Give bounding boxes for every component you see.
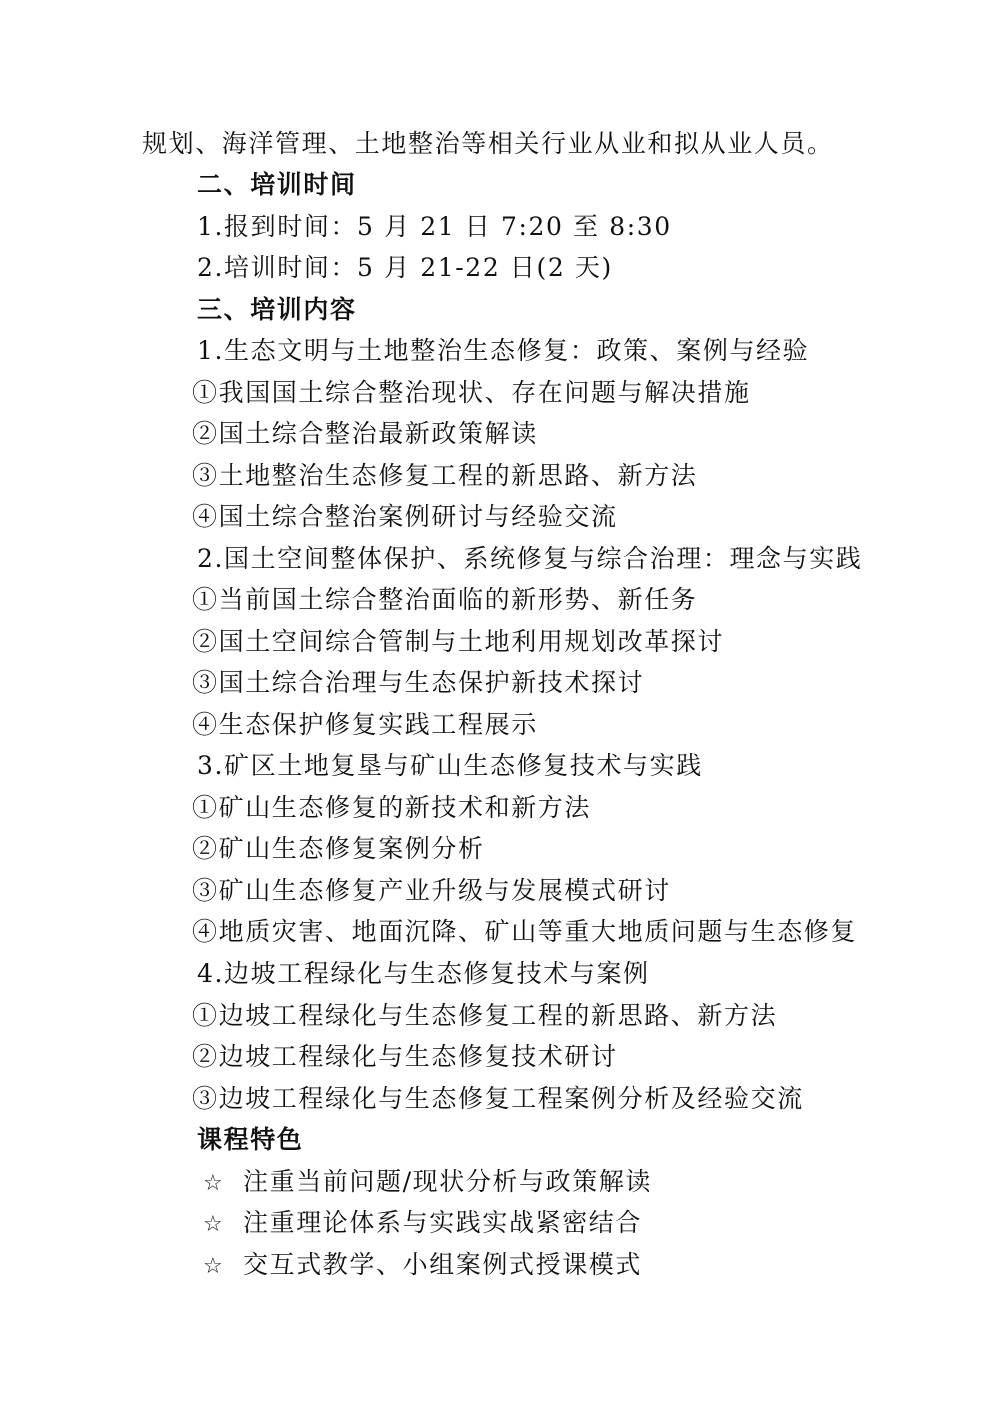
- topic-subitem: ①边坡工程绿化与生态修复工程的新思路、新方法: [192, 1001, 778, 1030]
- topic-title: 3.矿区土地复垦与矿山生态修复技术与实践: [197, 751, 703, 780]
- topic-title: 2.国土空间整体保护、系统修复与综合治理：理念与实践: [197, 544, 863, 573]
- feature-item: [203, 1249, 642, 1283]
- topic-subitem: ②边坡工程绿化与生态修复技术研讨: [192, 1042, 618, 1071]
- feature-text: 注重当前问题/现状分析与政策解读: [243, 1167, 653, 1196]
- topic-subitem: ②国土空间综合管制与土地利用规划改革探讨: [192, 627, 725, 656]
- topic-subitem: ②国土综合整治最新政策解读: [192, 419, 538, 448]
- topic-subitem: ①当前国土综合整治面临的新形势、新任务: [192, 585, 698, 614]
- feature-item: [203, 1166, 652, 1200]
- intro-tail-text: 规划、海洋管理、土地整治等相关行业从业和拟从业人员。: [142, 129, 834, 158]
- section-heading-training-time: 二、培训时间: [197, 170, 357, 199]
- checkin-time-item: 1.报到时间：5 月 21 日 7:20 至 8:30: [197, 212, 672, 241]
- topic-subitem: ③土地整治生态修复工程的新思路、新方法: [192, 461, 698, 490]
- topic-subitem: ③边坡工程绿化与生态修复工程案例分析及经验交流: [192, 1084, 804, 1113]
- star-icon: ☆: [203, 1254, 225, 1279]
- topic-subitem: ③矿山生态修复产业升级与发展模式研讨: [192, 876, 671, 905]
- topic-title: 1.生态文明与土地整治生态修复：政策、案例与经验: [197, 336, 810, 365]
- topic-subitem: ③国土综合治理与生态保护新技术探讨: [192, 668, 645, 697]
- topic-subitem: ①我国国土综合整治现状、存在问题与解决措施: [192, 378, 751, 407]
- training-time-item: 2.培训时间：5 月 21-22 日(2 天): [197, 253, 613, 282]
- star-icon: ☆: [203, 1171, 225, 1196]
- feature-item: [203, 1207, 642, 1241]
- topic-subitem: ④国土综合整治案例研讨与经验交流: [192, 502, 618, 531]
- section-heading-course-features: 课程特色: [197, 1125, 304, 1154]
- section-heading-training-content: 三、培训内容: [197, 295, 357, 324]
- feature-text: 注重理论体系与实践实战紧密结合: [243, 1208, 643, 1237]
- topic-subitem: ①矿山生态修复的新技术和新方法: [192, 793, 592, 822]
- topic-subitem: ②矿山生态修复案例分析: [192, 834, 485, 863]
- star-icon: ☆: [203, 1212, 225, 1237]
- topic-title: 4.边坡工程绿化与生态修复技术与案例: [197, 959, 650, 988]
- topic-subitem: ④生态保护修复实践工程展示: [192, 710, 538, 739]
- topic-subitem: ④地质灾害、地面沉降、矿山等重大地质问题与生态修复: [192, 917, 858, 946]
- feature-text: 交互式教学、小组案例式授课模式: [243, 1250, 643, 1279]
